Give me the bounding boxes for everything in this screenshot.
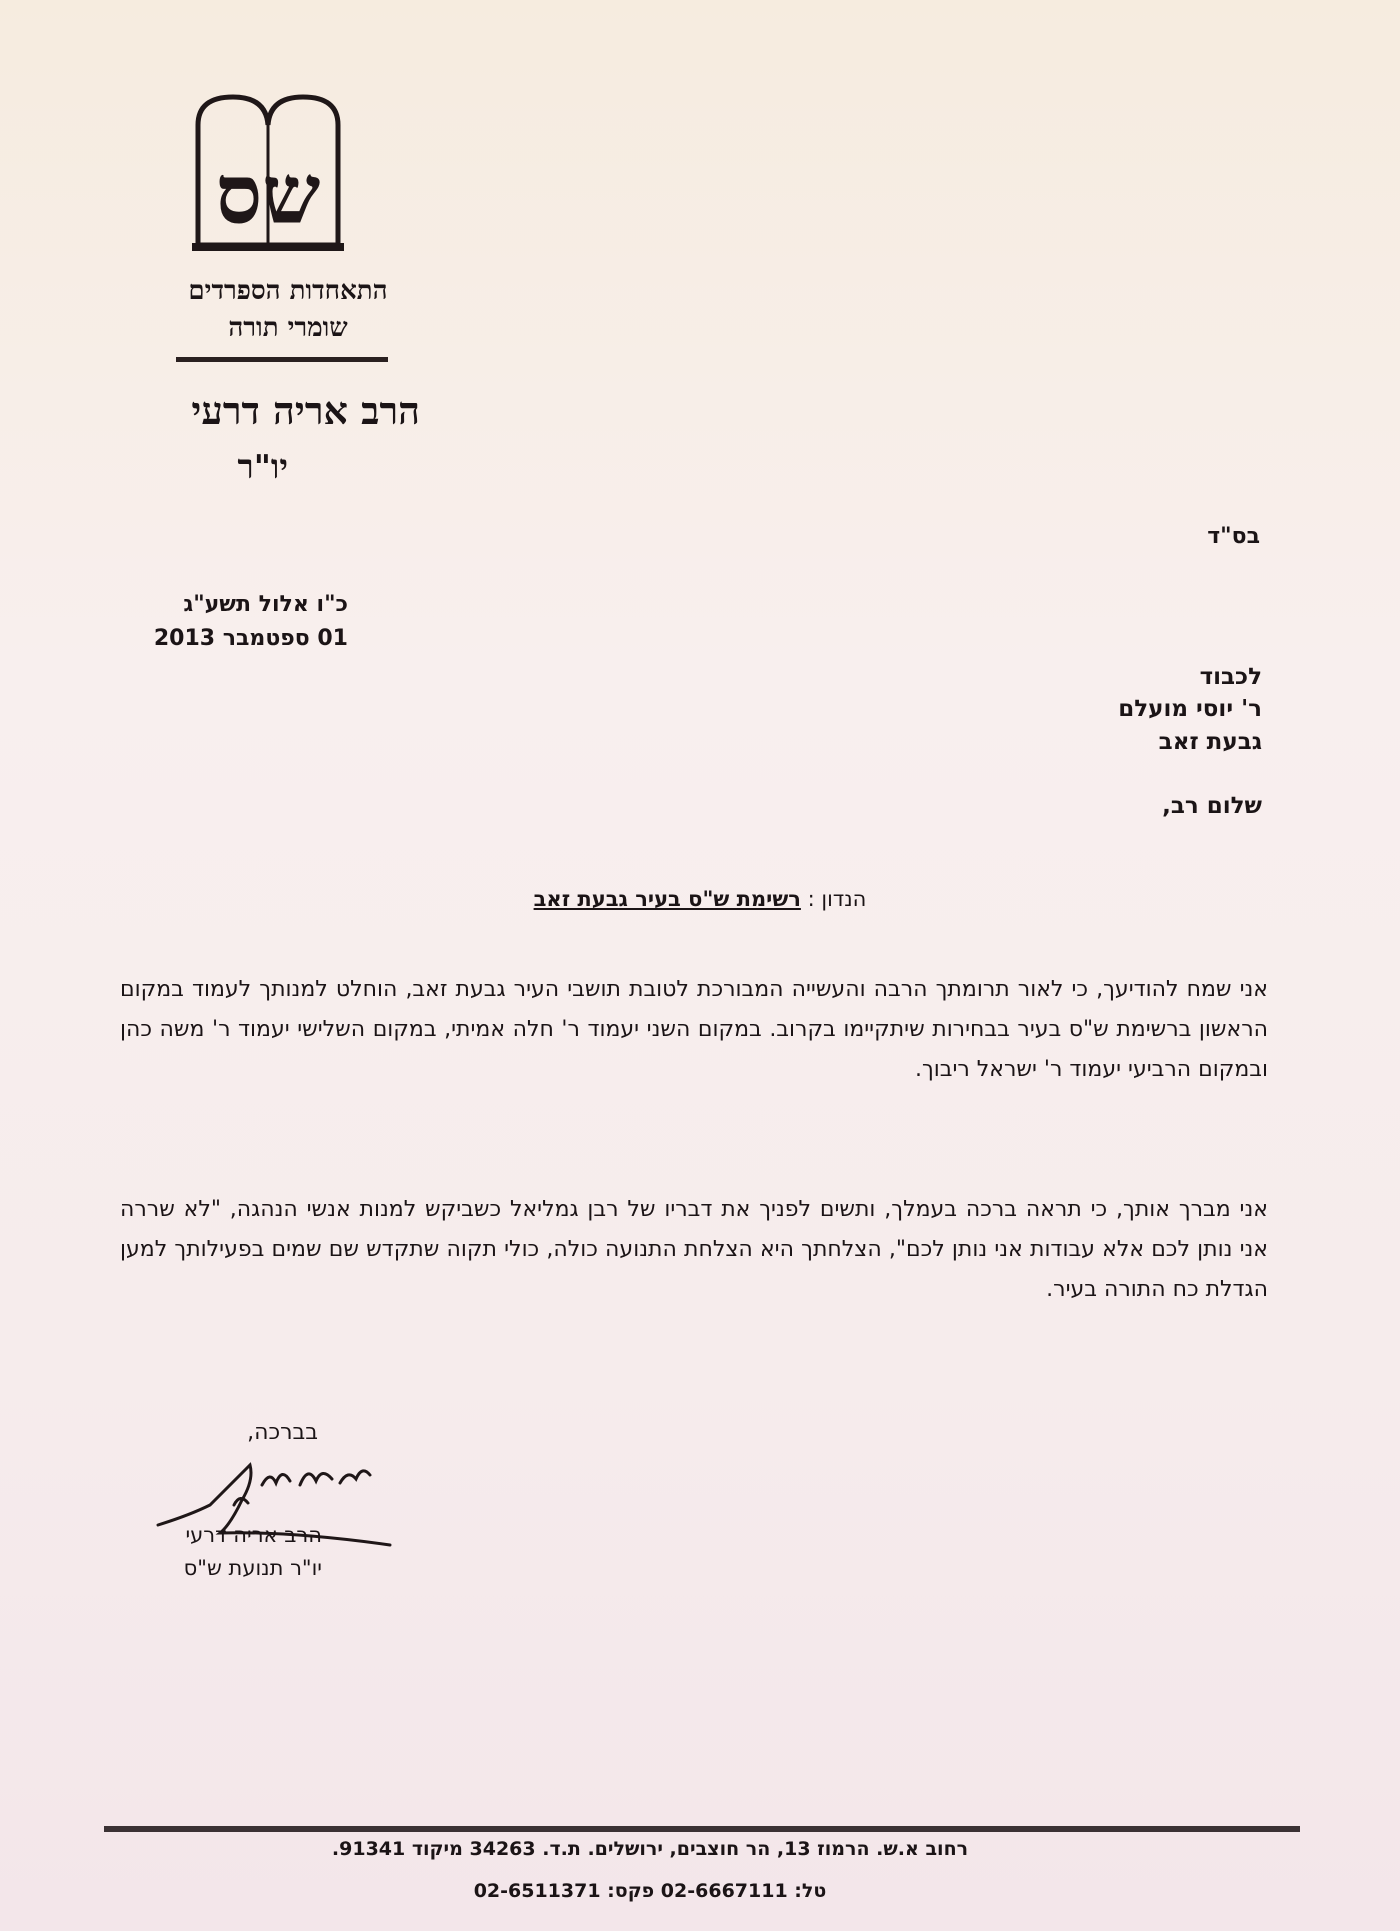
footer-address: רחוב א.ש. הרמוז 13, הר חוצבים, ירושלים. ת.ד. 34263 מיקוד 91341. bbox=[331, 1838, 969, 1860]
recipient-location: גבעת זאב bbox=[1158, 729, 1262, 755]
date-hebrew: כ"ו אלול תשע"ג bbox=[183, 592, 348, 617]
subject-value: רשימת ש"ס בעיר גבעת זאב bbox=[533, 887, 801, 911]
signatory-role: יו"ר תנועת ש"ס bbox=[183, 1556, 322, 1580]
subject-line bbox=[300, 887, 1100, 911]
closing: בברכה, bbox=[247, 1420, 318, 1445]
footer-divider bbox=[104, 1826, 1300, 1832]
date-gregorian: 01 ספטמבר 2013 bbox=[153, 626, 348, 651]
letterhead-divider bbox=[176, 357, 388, 362]
subject-label: הנדון : bbox=[807, 887, 867, 911]
body-paragraph-2: אני מברך אותך, כי תראה ברכה בעמלך, ותשים לפניך את דבריו של רבן גמליאל כשביקש למנות אנשי הנהגה, "לא שררה אני נותן לכם אלא עבודות אני נותן לכם", הצלחתך היא הצלחת התנועה כולה, כולי תקוה שתקדש שם שמים בפעילותך למען הגדלת כח התורה בעיר. bbox=[120, 1197, 1268, 1302]
org-name-line2: שומרי תורה bbox=[228, 313, 348, 343]
shas-logo bbox=[178, 85, 358, 255]
letterhead-rabbi-title: יו"ר bbox=[237, 447, 288, 486]
bsd-mark: בס"ד bbox=[1207, 524, 1260, 549]
letterhead-rabbi-name: הרב אריה דרעי bbox=[191, 388, 420, 433]
greeting: שלום רב, bbox=[1162, 793, 1262, 819]
footer-contact: טל: 02-6667111 פקס: 02-6511371 bbox=[473, 1880, 827, 1902]
recipient-name: ר' יוסי מועלם bbox=[1118, 696, 1262, 722]
logo-text: שס bbox=[215, 147, 321, 243]
org-name-line1: התאחדות הספרדים bbox=[188, 276, 388, 306]
recipient-salutation: לכבוד bbox=[1199, 664, 1262, 690]
body-paragraph-1: אני שמח להודיעך, כי לאור תרומתך הרבה והעשייה המבורכת לטובת תושבי העיר גבעת זאב, הוחלט למנותך לעמוד במקום הראשון ברשימת ש"ס בעיר בבחירות שיתקיימו בקרוב. במקום השני יעמוד ר' חלה אמיתי, במקום השלישי יעמוד ר' משה כהן ובמקום הרביעי יעמוד ר' ישראל ריבוך. bbox=[120, 977, 1268, 1082]
signatory-name: הרב אריה דרעי bbox=[185, 1523, 322, 1547]
